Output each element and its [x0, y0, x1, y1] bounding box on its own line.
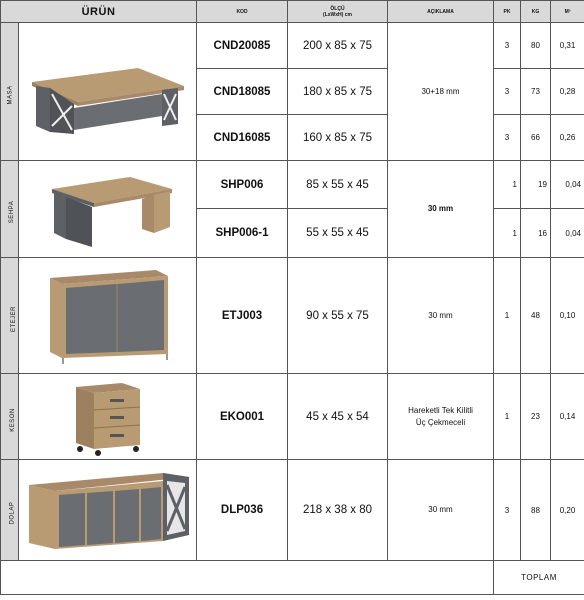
code-cell: SHP006-1	[197, 209, 288, 258]
pk-cell: 3	[494, 460, 521, 561]
footer-row	[1, 561, 584, 595]
sideboard-image	[19, 460, 197, 561]
size-cell: 85 x 55 x 45	[288, 161, 388, 209]
category-dolap: DOLAP	[1, 460, 19, 561]
table-row	[1, 258, 584, 374]
m3-cell: 0,28	[551, 69, 584, 115]
kg-cell: 19	[521, 161, 551, 209]
category-etejer: ETEJER	[1, 258, 19, 374]
m3-cell: 0,20	[551, 460, 584, 561]
footer-toplam: TOPLAM	[494, 561, 584, 595]
pk-cell: 1	[494, 374, 521, 460]
size-cell: 218 x 38 x 80	[288, 460, 388, 561]
table-row	[1, 460, 584, 561]
m3-cell: 0,04	[551, 161, 584, 209]
kg-cell: 48	[521, 258, 551, 374]
kg-cell: 88	[521, 460, 551, 561]
drawer-unit-image	[19, 374, 197, 460]
header-olcu-label: ÖLÇÜ	[330, 5, 345, 12]
kg-cell: 73	[521, 69, 551, 115]
header-row	[1, 1, 584, 23]
m3-cell: 0,31	[551, 23, 584, 69]
pk-cell: 3	[494, 69, 521, 115]
coffee-table-image	[19, 161, 197, 258]
code-cell: EKO001	[197, 374, 288, 460]
table-row	[1, 374, 584, 460]
desc-dolap: 30 mm	[388, 460, 494, 561]
size-cell: 160 x 85 x 75	[288, 115, 388, 161]
header-m3: M³	[551, 1, 584, 23]
m3-cell: 0,04	[551, 209, 584, 258]
desc-keson-line2: Üç Çekmeceli	[415, 417, 466, 427]
size-cell: 180 x 85 x 75	[288, 69, 388, 115]
table-row	[1, 161, 584, 209]
code-cell: CND16085	[197, 115, 288, 161]
header-urun: ÜRÜN	[1, 1, 197, 23]
size-cell: 200 x 85 x 75	[288, 23, 388, 69]
category-sehpa: SEHPA	[1, 161, 19, 258]
desc-sehpa: 30 mm	[388, 161, 494, 258]
category-masa: MASA	[1, 23, 19, 161]
code-cell: DLP036	[197, 460, 288, 561]
size-cell: 55 x 55 x 45	[288, 209, 388, 258]
pk-cell: 1	[494, 209, 521, 258]
pk-cell: 3	[494, 115, 521, 161]
size-cell: 90 x 55 x 75	[288, 258, 388, 374]
code-cell: CND20085	[197, 23, 288, 69]
pk-cell: 1	[494, 258, 521, 374]
header-olcu	[288, 1, 388, 23]
code-cell: ETJ003	[197, 258, 288, 374]
code-cell: SHP006	[197, 161, 288, 209]
pk-cell: 3	[494, 23, 521, 69]
header-kod: KOD	[197, 1, 288, 23]
cabinet-image	[19, 258, 197, 374]
size-cell: 45 x 45 x 54	[288, 374, 388, 460]
desk-image	[19, 23, 197, 161]
desc-etejer: 30 mm	[388, 258, 494, 374]
header-aciklama: AÇIKLAMA	[388, 1, 494, 23]
m3-cell: 0,26	[551, 115, 584, 161]
footer-blank	[1, 561, 494, 595]
m3-cell: 0,14	[551, 374, 584, 460]
kg-cell: 16	[521, 209, 551, 258]
kg-cell: 23	[521, 374, 551, 460]
m3-cell: 0,10	[551, 258, 584, 374]
code-cell: CND18085	[197, 69, 288, 115]
pk-cell: 1	[494, 161, 521, 209]
category-keson: KESON	[1, 374, 19, 460]
table-row	[1, 23, 584, 69]
header-olcu-sub: (LxWxH) cm	[323, 11, 352, 18]
header-kg: KG	[521, 1, 551, 23]
kg-cell: 80	[521, 23, 551, 69]
kg-cell: 66	[521, 115, 551, 161]
desc-masa: 30+18 mm	[388, 23, 494, 161]
header-pk: PK	[494, 1, 521, 23]
desc-keson	[388, 374, 494, 460]
desc-keson-line1: Hareketli Tek Kilitli	[408, 405, 473, 415]
